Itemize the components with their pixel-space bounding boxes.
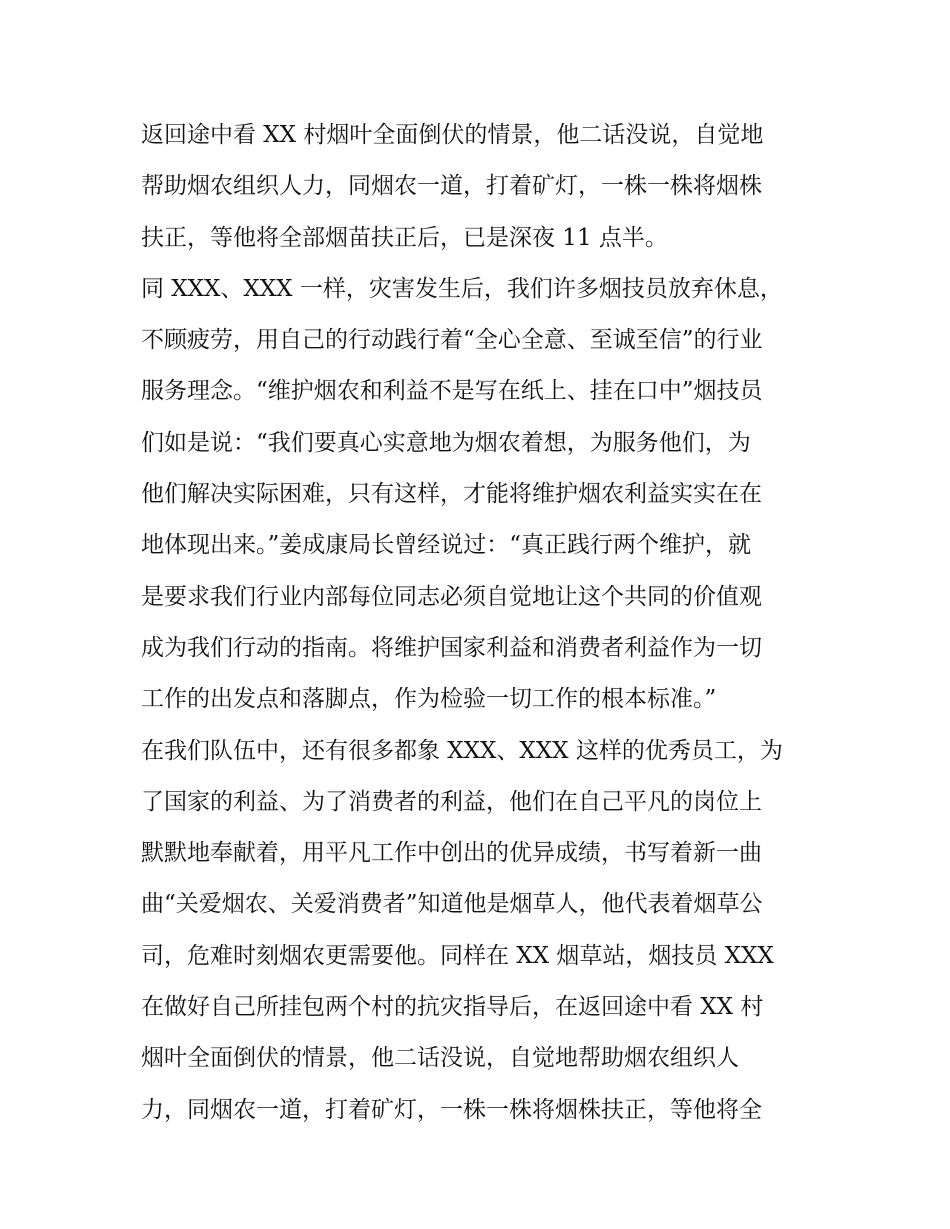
text-line: 返回途中看 XX 村烟叶全面倒伏的情景，他二话没说，自觉地: [141, 122, 764, 148]
text-line: 帮助烟农组织人力，同烟农一道，打着矿灯，一株一株将烟株: [141, 173, 762, 200]
text-line: 力，同烟农一道，打着矿灯，一株一株将烟株扶正，等他将全: [141, 1096, 762, 1123]
body-text: [141, 110, 831, 1136]
text-line: 服务理念。“维护烟农和利益不是写在纸上、挂在口中”烟技员: [141, 378, 763, 405]
text-line: 不顾疲劳，用自己的行动践行着“全心全意、至诚至信”的行业: [141, 327, 763, 354]
text-line: 地体现出来。”姜成康局长曾经说过：“真正践行两个维护，就: [141, 532, 752, 559]
text-line: 司，危难时刻烟农更需要他。同样在 XX 烟草站，烟技员 XXX: [141, 942, 774, 969]
text-line: 了国家的利益、为了消费者的利益，他们在自己平凡的岗位上: [141, 788, 762, 815]
text-line: 工作的出发点和落脚点，作为检验一切工作的根本标准。”: [141, 686, 717, 713]
text-line: 成为我们行动的指南。将维护国家利益和消费者利益作为一切: [141, 634, 762, 661]
text-line: 他们解决实际困难，只有这样，才能将维护烟农利益实实在在: [141, 481, 762, 508]
text-line: 默默地奉献着，用平凡工作中创出的优异成绩，书写着新一曲: [141, 840, 762, 867]
text-line: 们如是说：“我们要真心实意地为烟农着想，为服务他们，为: [141, 429, 751, 456]
text-line: 在我们队伍中，还有很多都象 XXX、XXX 这样的优秀员工，为: [141, 737, 783, 764]
text-line: 同 XXX、XXX 一样，灾害发生后，我们许多烟技员放弃休息，: [141, 275, 783, 302]
text-line: 在做好自己所挂包两个村的抗灾指导后，在返回途中看 XX 村: [141, 994, 764, 1021]
text-line: 是要求我们行业内部每位同志必须自觉地让这个共同的价值观: [141, 583, 762, 610]
text-line: 曲“关爱烟农、关爱消费者”知道他是烟草人，他代表着烟草公: [141, 891, 763, 918]
text-line: 烟叶全面倒伏的情景，他二话没说，自觉地帮助烟农组织人: [141, 1045, 739, 1072]
text-line: 扶正，等他将全部烟苗扶正后，已是深夜 11 点半。: [141, 224, 668, 251]
